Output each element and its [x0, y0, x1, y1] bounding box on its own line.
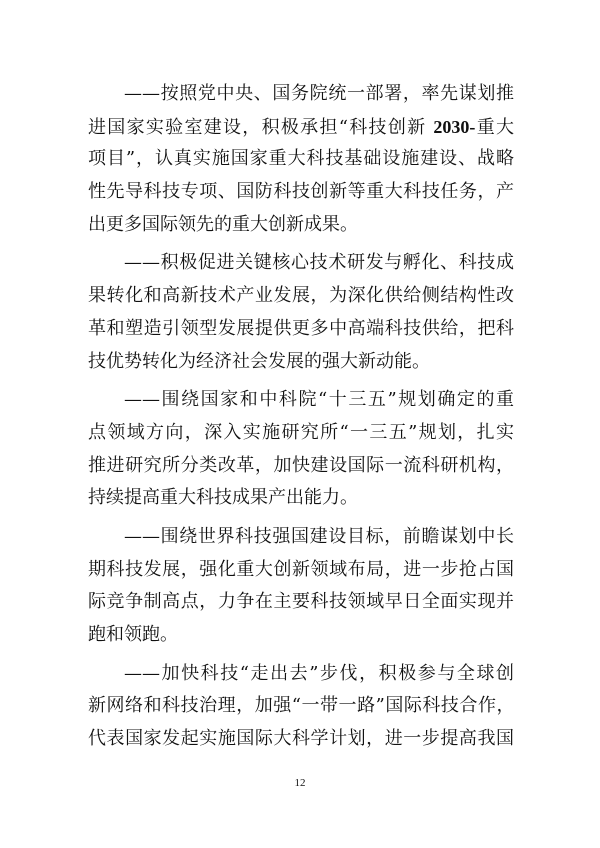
- paragraph: [88, 521, 514, 652]
- text-line: 革和塑造引领型发展提供更多中高端科技供给，把科: [88, 317, 514, 339]
- text-line: 际竞争制高点，力争在主要科技领域早日全面实现并: [88, 591, 514, 613]
- text-line: [88, 111, 514, 144]
- document-body: [88, 78, 514, 756]
- text-line: 项目”，认真实施国家重大科技基础设施建设、战略: [88, 148, 514, 170]
- text-line: 推进研究所分类改革，加快建设国际一流科研机构，: [88, 454, 514, 476]
- page-number: 12: [294, 777, 306, 789]
- text-line: 跑和领跑。: [88, 624, 178, 645]
- text-line: 性先导科技专项、国防科技创新等重大科技任务，产: [88, 181, 514, 203]
- text-line: 点领域方向，深入实施研究所“一三五”规划，扎实: [88, 421, 514, 443]
- text-line: 代表国家发起实施国际大科学计划，进一步提高我国: [88, 728, 514, 750]
- text-line: 技优势转化为经济社会发展的强大新动能。: [88, 350, 430, 372]
- text-line: 期科技发展，强化重大创新领域布局，进一步抢占国: [88, 558, 514, 580]
- text-line: ——积极促进关键核心技术研发与孵化、科技成: [124, 252, 514, 274]
- paragraph: [88, 78, 514, 241]
- paragraph: [88, 247, 514, 378]
- text-segment: 进国家实验室建设，积极承担“科技创新: [88, 116, 434, 138]
- text-line: 新网络和科技治理，加强“一带一路”国际科技合作，: [88, 695, 514, 717]
- paragraph: [88, 658, 514, 756]
- text-line: ——按照党中央、国务院统一部署，率先谋划推: [124, 83, 514, 104]
- paragraph: [88, 384, 514, 515]
- text-line: 持续提高重大科技成果产出能力。: [88, 487, 358, 509]
- text-line: 果转化和高新技术产业发展，为深化供给侧结构性改: [88, 285, 514, 307]
- text-line: ——加快科技“走出去”步伐，积极参与全球创: [124, 662, 514, 684]
- text-segment: 重大: [475, 116, 514, 138]
- text-segment-bold: 2030-: [433, 116, 476, 137]
- text-line: 出更多国际领先的重大创新成果。: [88, 213, 358, 235]
- text-line: ——围绕世界科技强国建设目标，前瞻谋划中长: [124, 525, 514, 547]
- text-line: ——围绕国家和中科院“十三五”规划确定的重: [124, 389, 514, 411]
